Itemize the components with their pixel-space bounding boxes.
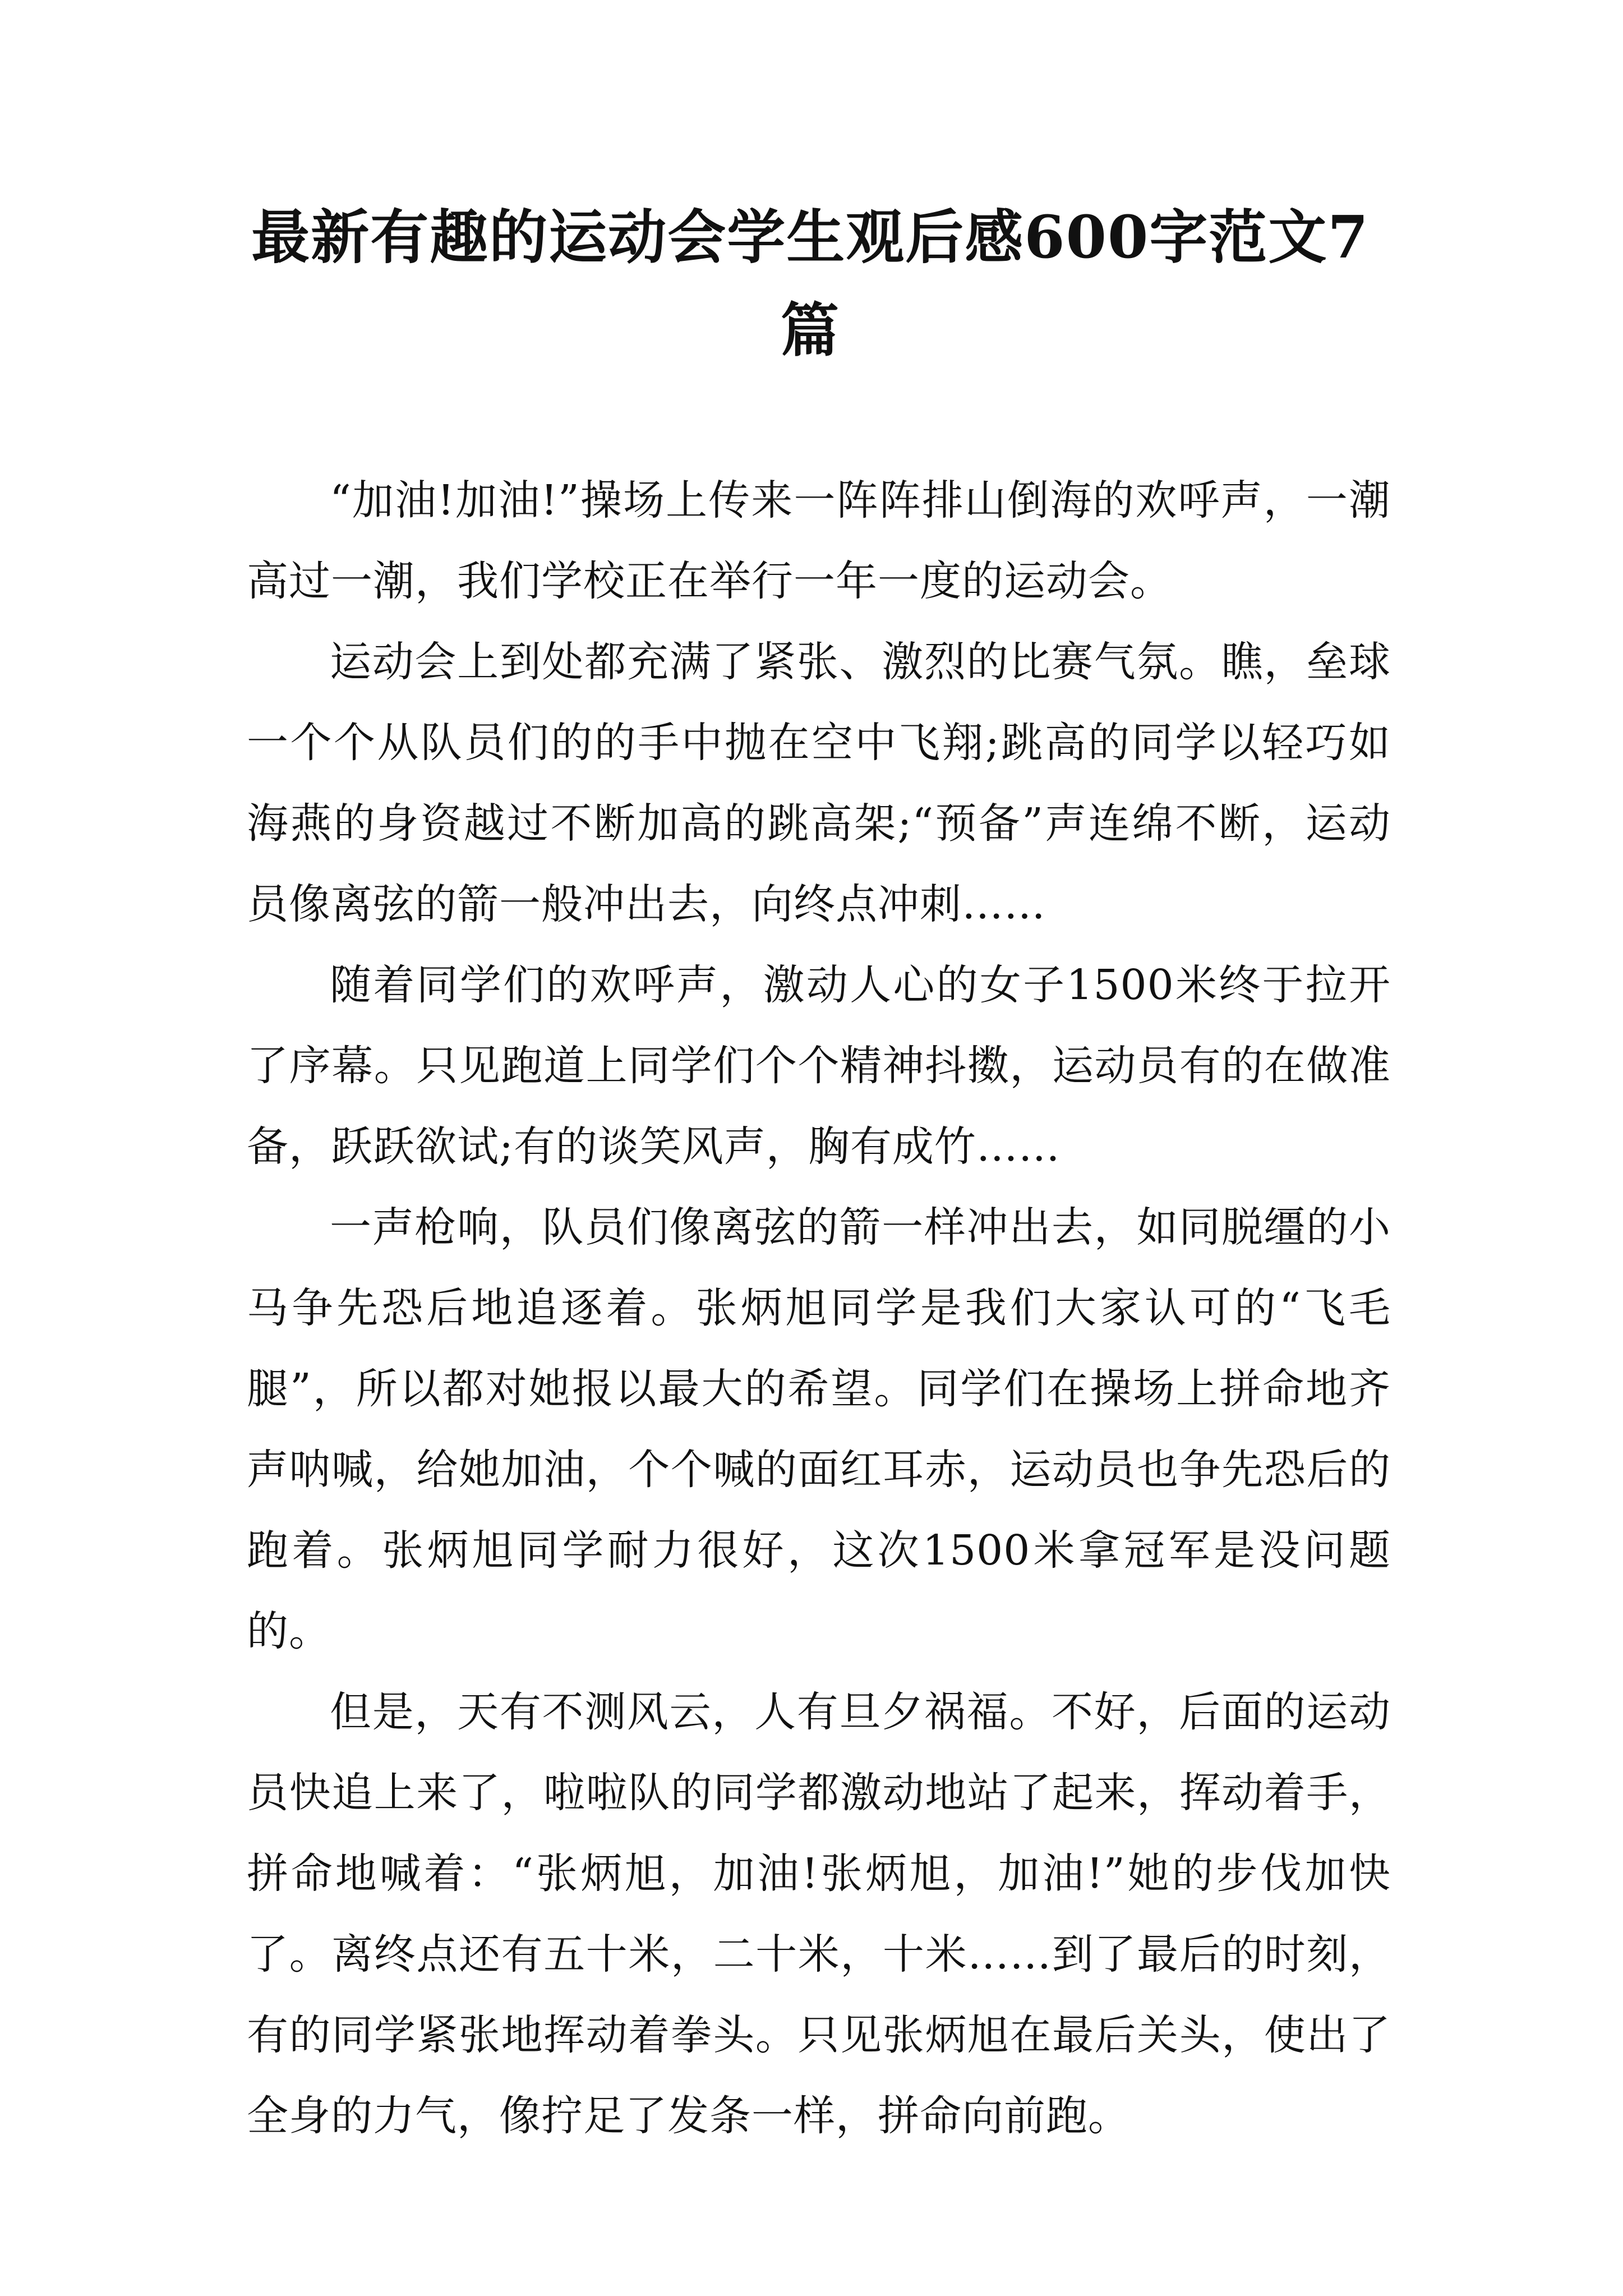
paragraph: “加油!加油!”操场上传来一阵阵排山倒海的欢呼声，一潮高过一潮，我们学校正在举行一年一度的运动会。 xyxy=(247,476,1391,605)
document-title: 最新有趣的运动会学生观后感600字范文7篇 xyxy=(251,203,1370,365)
document-body xyxy=(247,460,1391,2156)
paragraph: 运动会上到处都充满了紧张、激烈的比赛气氛。瞧，垒球一个个从队员们的的手中抛在空中飞翔;跳高的同学以轻巧如海燕的身资越过不断加高的跳高架;“预备”声连绵不断，运动员像离弦的箭一般冲出去，向终点冲刺…… xyxy=(247,638,1391,928)
paragraph: 一声枪响，队员们像离弦的箭一样冲出去，如同脱缰的小马争先恐后地追逐着。张炳旭同学是我们大家认可的“飞毛腿”，所以都对她报以最大的希望。同学们在操场上拼命地齐声呐喊，给她加油，个个喊的面红耳赤，运动员也争先恐后的跑着。张炳旭同学耐力很好，这次1500米拿冠军是没问题的。 xyxy=(247,1203,1391,1655)
paragraph: 随着同学们的欢呼声，激动人心的女子1500米终于拉开了序幕。只见跑道上同学们个个精神抖擞，运动员有的在做准备，跃跃欲试;有的谈笑风声，胸有成竹…… xyxy=(247,961,1391,1171)
paragraph: 但是，天有不测风云，人有旦夕祸福。不好，后面的运动员快追上来了，啦啦队的同学都激动地站了起来，挥动着手，拼命地喊着：“张炳旭，加油!张炳旭，加油!”她的步伐加快了。离终点还有五十米，二十米，十米……到了最后的时刻，有的同学紧张地挥动着拳头。只见张炳旭在最后关头，使出了全身的力气，像拧足了发条一样，拼命向前跑。 xyxy=(247,1688,1391,2140)
